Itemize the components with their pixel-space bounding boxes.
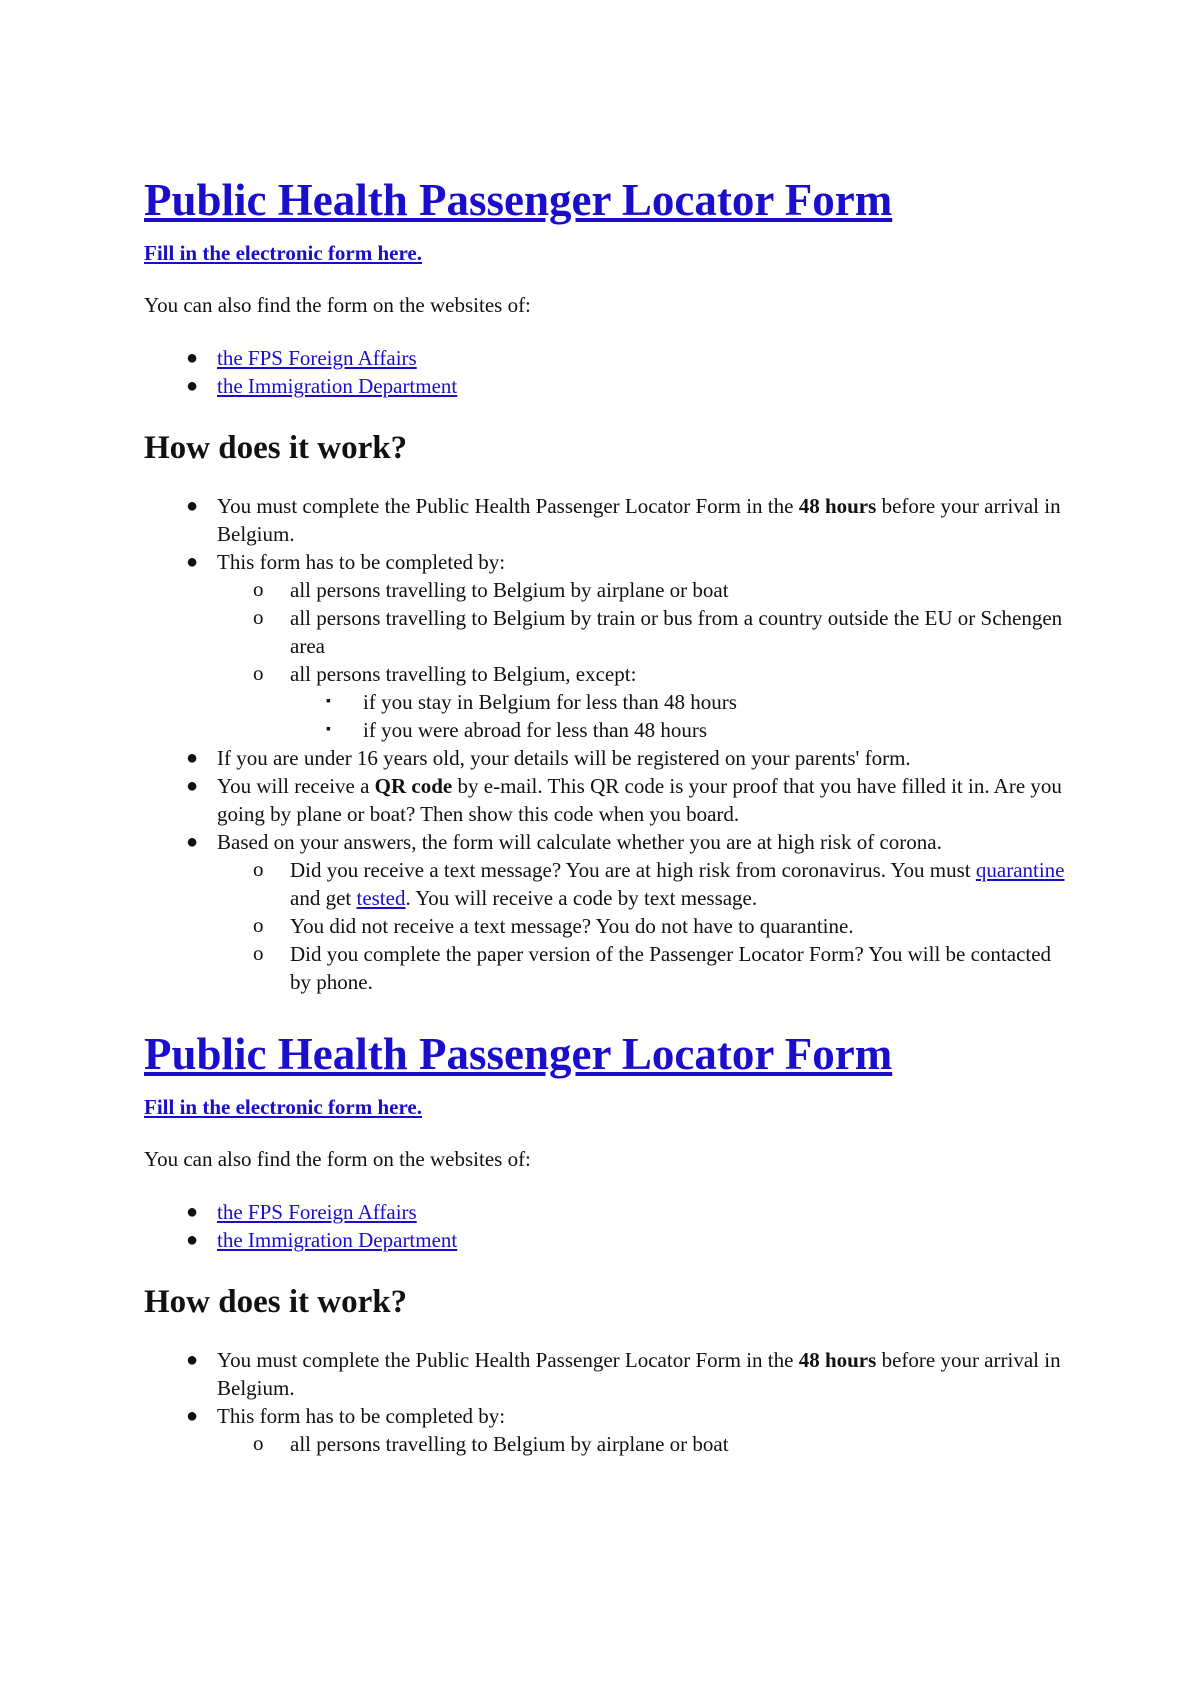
list-text: Did you receive a text message? You are at high risk from coronavirus. You must (290, 858, 976, 882)
circle-bullet-icon: o (253, 661, 264, 685)
list-text: by e-mail. This QR code is your proof that you have filled it in. Are you going by plane or boat? Then show this code when you board. (217, 774, 1062, 826)
how-list (144, 492, 1074, 996)
list-item (144, 1402, 1074, 1458)
website-links-list (144, 1198, 1074, 1254)
section-2 (144, 1024, 1074, 1458)
bullet-icon: ● (186, 375, 199, 397)
sub-list (217, 856, 1074, 996)
list-item (144, 772, 1074, 828)
list-item (144, 1226, 1074, 1254)
bold-text: QR code (374, 774, 453, 798)
list-text: If you are under 16 years old, your details will be registered on your parents' form. (217, 746, 911, 770)
bullet-icon: ● (186, 1201, 199, 1223)
list-text: and get (290, 886, 357, 910)
list-text: You must complete the Public Health Passenger Locator Form in the (217, 494, 799, 518)
sub-list-item (217, 576, 1074, 604)
bold-text: 48 hours (798, 1348, 877, 1372)
immigration-department-link[interactable]: the Immigration Department (217, 374, 458, 398)
title-link[interactable]: Public Health Passenger Locator Form (144, 175, 893, 225)
page-title (144, 170, 1074, 230)
how-heading: How does it work? (144, 1284, 408, 1320)
fps-foreign-affairs-link[interactable]: the FPS Foreign Affairs (217, 346, 417, 370)
bullet-icon: ● (186, 775, 199, 797)
bullet-icon: ● (186, 347, 199, 369)
section-1 (144, 170, 1074, 996)
how-heading: How does it work? (144, 430, 408, 466)
sub-list-item (217, 1430, 1074, 1458)
list-text: before your arrival in Belgium. (217, 1348, 1061, 1400)
list-item (144, 492, 1074, 548)
list-item (144, 828, 1074, 996)
bullet-icon: ● (186, 1349, 199, 1371)
list-item (144, 344, 1074, 372)
website-links-list (144, 344, 1074, 400)
square-bullet-icon: ▪ (326, 722, 331, 737)
sub-list-item (217, 604, 1074, 660)
bullet-icon: ● (186, 495, 199, 517)
page-title (144, 1024, 1074, 1084)
list-text: before your arrival in Belgium. (217, 494, 1061, 546)
bullet-icon: ● (186, 831, 199, 853)
list-text: This form has to be completed by: (217, 1404, 506, 1428)
bullet-icon: ● (186, 1229, 199, 1251)
sub-sub-list-item (290, 716, 1074, 744)
list-text: if you stay in Belgium for less than 48 hours (363, 690, 737, 714)
list-text: You must complete the Public Health Passenger Locator Form in the (217, 1348, 799, 1372)
list-item (144, 1346, 1074, 1402)
sub-list-item (217, 940, 1074, 996)
list-text: You will receive a (217, 774, 375, 798)
sub-list (217, 1430, 1074, 1458)
bullet-icon: ● (186, 551, 199, 573)
bullet-icon: ● (186, 1405, 199, 1427)
bold-text: 48 hours (798, 494, 877, 518)
list-text: all persons travelling to Belgium, except: (290, 662, 637, 686)
list-text: Did you complete the paper version of the Passenger Locator Form? You will be contacted by phone. (290, 942, 1052, 994)
sub-list-item (217, 912, 1074, 940)
circle-bullet-icon: o (253, 941, 264, 965)
sub-list (217, 576, 1074, 744)
circle-bullet-icon: o (253, 577, 264, 601)
list-item (144, 1198, 1074, 1226)
fps-foreign-affairs-link[interactable]: the FPS Foreign Affairs (217, 1200, 417, 1224)
bullet-icon: ● (186, 747, 199, 769)
list-text: . You will receive a code by text message. (405, 886, 758, 910)
intro-text: You can also find the form on the websites of: (144, 293, 531, 317)
fill-in-form-link[interactable]: Fill in the electronic form here. (144, 241, 422, 265)
list-item (144, 372, 1074, 400)
list-text: all persons travelling to Belgium by airplane or boat (290, 1432, 729, 1456)
list-text: Based on your answers, the form will calculate whether you are at high risk of corona. (217, 830, 942, 854)
how-list (144, 1346, 1074, 1458)
square-bullet-icon: ▪ (326, 694, 331, 709)
sub-list-item (217, 660, 1074, 744)
sub-sub-list-item (290, 688, 1074, 716)
list-text: You did not receive a text message? You do not have to quarantine. (290, 914, 854, 938)
circle-bullet-icon: o (253, 913, 264, 937)
sub-list-item (217, 856, 1074, 912)
list-text: all persons travelling to Belgium by airplane or boat (290, 578, 729, 602)
fill-in-form-link[interactable]: Fill in the electronic form here. (144, 1095, 422, 1119)
list-text: all persons travelling to Belgium by train or bus from a country outside the EU or Schengen area (290, 606, 1063, 658)
intro-text: You can also find the form on the websites of: (144, 1147, 531, 1171)
immigration-department-link[interactable]: the Immigration Department (217, 1228, 458, 1252)
tested-link[interactable]: tested (356, 886, 406, 910)
circle-bullet-icon: o (253, 1431, 264, 1455)
list-item (144, 548, 1074, 744)
document-page (144, 170, 1074, 1458)
list-text: if you were abroad for less than 48 hours (363, 718, 708, 742)
list-text: This form has to be completed by: (217, 550, 506, 574)
quarantine-link[interactable]: quarantine (975, 858, 1065, 882)
circle-bullet-icon: o (253, 605, 264, 629)
circle-bullet-icon: o (253, 857, 264, 881)
sub-sub-list (290, 688, 1074, 744)
title-link[interactable]: Public Health Passenger Locator Form (144, 1029, 893, 1079)
list-item (144, 744, 1074, 772)
